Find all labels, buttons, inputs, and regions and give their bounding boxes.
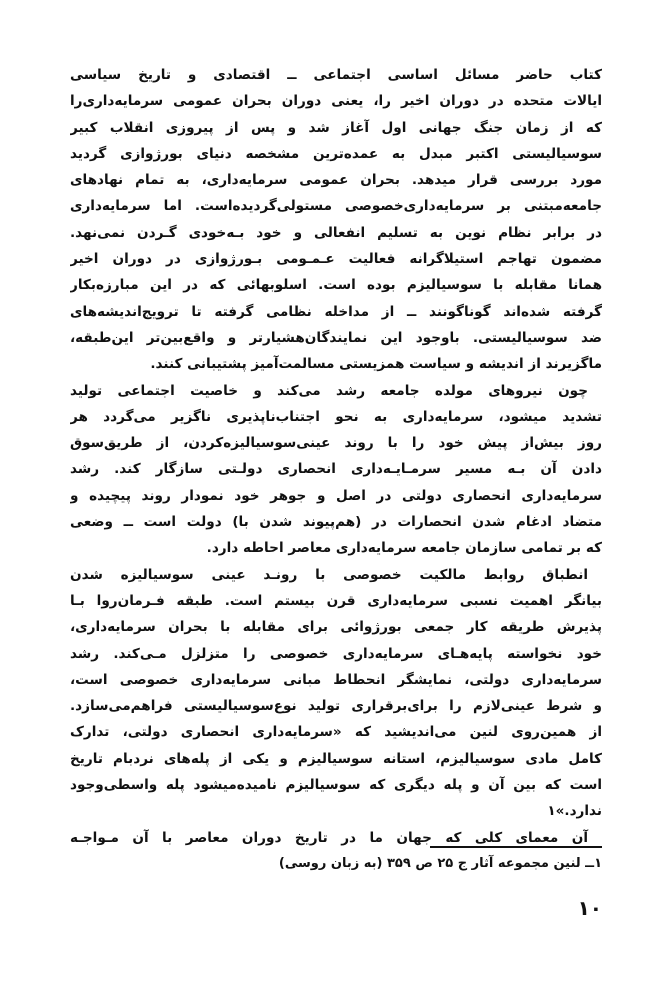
text-line: پذیرش طریقه کار جمعی بورژوائی برای مقابله با بحران سرمایه‌داری،	[70, 619, 602, 636]
page-number: ۱۰	[577, 896, 602, 920]
text-line: کتاب حاضر مسائل اساسی اجتماعی ــ اقتصادی و تاریخ سیاسی	[70, 67, 602, 83]
text-line: جامعه‌مبتنی بر سرمایه‌داری‌خصوصی مستولی‌گردیده‌است. اما سرمایه‌داری	[70, 198, 602, 215]
text-line: و شرط عینی‌لازم را برای‌برقراری تولید نوع‌سوسیالیستی فراهم‌می‌سازد.	[70, 698, 602, 715]
text-line: ندارد.»۱	[547, 803, 602, 820]
text-line: سوسیالیستی اکتبر مبدل به عمده‌ترین مشخصه دنیای بورژوازی گردید	[70, 145, 602, 162]
text-line: متضاد ادغام شدن انحصارات در (هم‌پیوند شدن با) دولت است ــ وضعی	[70, 514, 602, 531]
text-line: در برابر نظام نوین به تسلیم انفعالی و خود بـه‌خودی گـردن نمی‌نهد.	[70, 224, 602, 241]
text-line: گرفته شده‌اند گوناگونند ــ از مداخله نظامی گرفته تا ترویج‌اندیشه‌های	[70, 303, 602, 320]
text-line: ماگزیرند از اندیشه و سیاست همزیستی مسالمت‌آمیز پشتیبانی کنند.	[150, 356, 602, 373]
text-line: است که بین آن و پله دیگری که سوسیالیزم نامیده‌میشود پله واسطی‌وجود	[70, 777, 602, 794]
text-line: از همین‌روی لنین می‌اندیشید که «سرمایه‌داری انحصاری دولتی، تدارک	[70, 724, 602, 741]
text-line: بیانگر اهمیت نسبی سرمایه‌داری قرن بیستم است. طبقه فـرمان‌روا بـا	[70, 592, 602, 609]
text-line: مورد بررسی قرار میدهد. بحران عمومی سرمایه‌داری، به تمام نهادهای	[70, 172, 602, 189]
text-line: انطباق روابط مالکیت خصوصی با رونـد عینی سوسیالیزه شدن	[70, 566, 588, 583]
text-line: که بر تمامی سازمان جامعه سرمایه‌داری معاصر احاطه دارد.	[206, 540, 602, 557]
text-line: روز بیش‌از پیش خود را با روند عینی‌سوسیالیزه‌کردن، از طریق‌سوق	[70, 435, 602, 452]
text-line: تشدید میشود، سرمایه‌داری به نحو اجتناب‌ناپذیری ناگزیر می‌گردد هر	[70, 408, 602, 425]
footnote-divider	[430, 846, 602, 848]
text-line: همانا مقابله با سوسیالیزم بوده است. اسلوبهائی که در این مبارزه‌بکار	[70, 277, 602, 294]
body-text	[70, 62, 602, 851]
footnote: ۱ــ لنین مجموعه آثار ج ۲۵ ص ۳۵۹ (به زبان روسی)	[278, 856, 602, 871]
text-line: که از زمان جنگ جهانی اول آغاز شد و پس از پیروزی انقلاب کبیر	[70, 119, 602, 136]
text-line: سرمایه‌داری دولتی، نمایشگر انحطاط مبانی سرمایه‌داری خصوصی است،	[70, 671, 602, 688]
text-line: مضمون تهاجم استیلاگرانه فعالیت عـمـومی بـورژوازی در دوران اخیر	[70, 251, 602, 268]
text-line: چون نیروهای مولده جامعه رشد می‌کند و خاصیت اجتماعی تولید	[70, 382, 588, 399]
text-line: خود نخواسته پایه‌هـای سرمایه‌داری خصوصی را متزلزل مـی‌کند. رشد	[70, 645, 602, 662]
text-line: دادن آن بـه مسیر سرمـایـه‌داری انحصاری دولـتی سازگار کند. رشد	[70, 461, 602, 478]
text-line: کامل مادی سوسیالیزم، استانه سوسیالیزم و یکی از پله‌های نردبام تاریخ	[70, 750, 602, 767]
text-line: آن معمای کلی که جهان ما در تاریخ دوران معاصر با آن مـواجـه	[70, 829, 588, 846]
text-line: ضد سوسیالیستی. باوجود این نمایندگان‌هشیارتر و واقع‌بین‌تر این‌طبقه،	[70, 329, 602, 346]
text-line: سرمایه‌داری انحصاری دولتی در اصل و جوهر خود نمودار روند پیچیده و	[70, 487, 602, 504]
text-line: ایالات متحده در دوران اخیر را، یعنی دوران بحران عمومی سرمایه‌داری‌را	[70, 93, 602, 110]
